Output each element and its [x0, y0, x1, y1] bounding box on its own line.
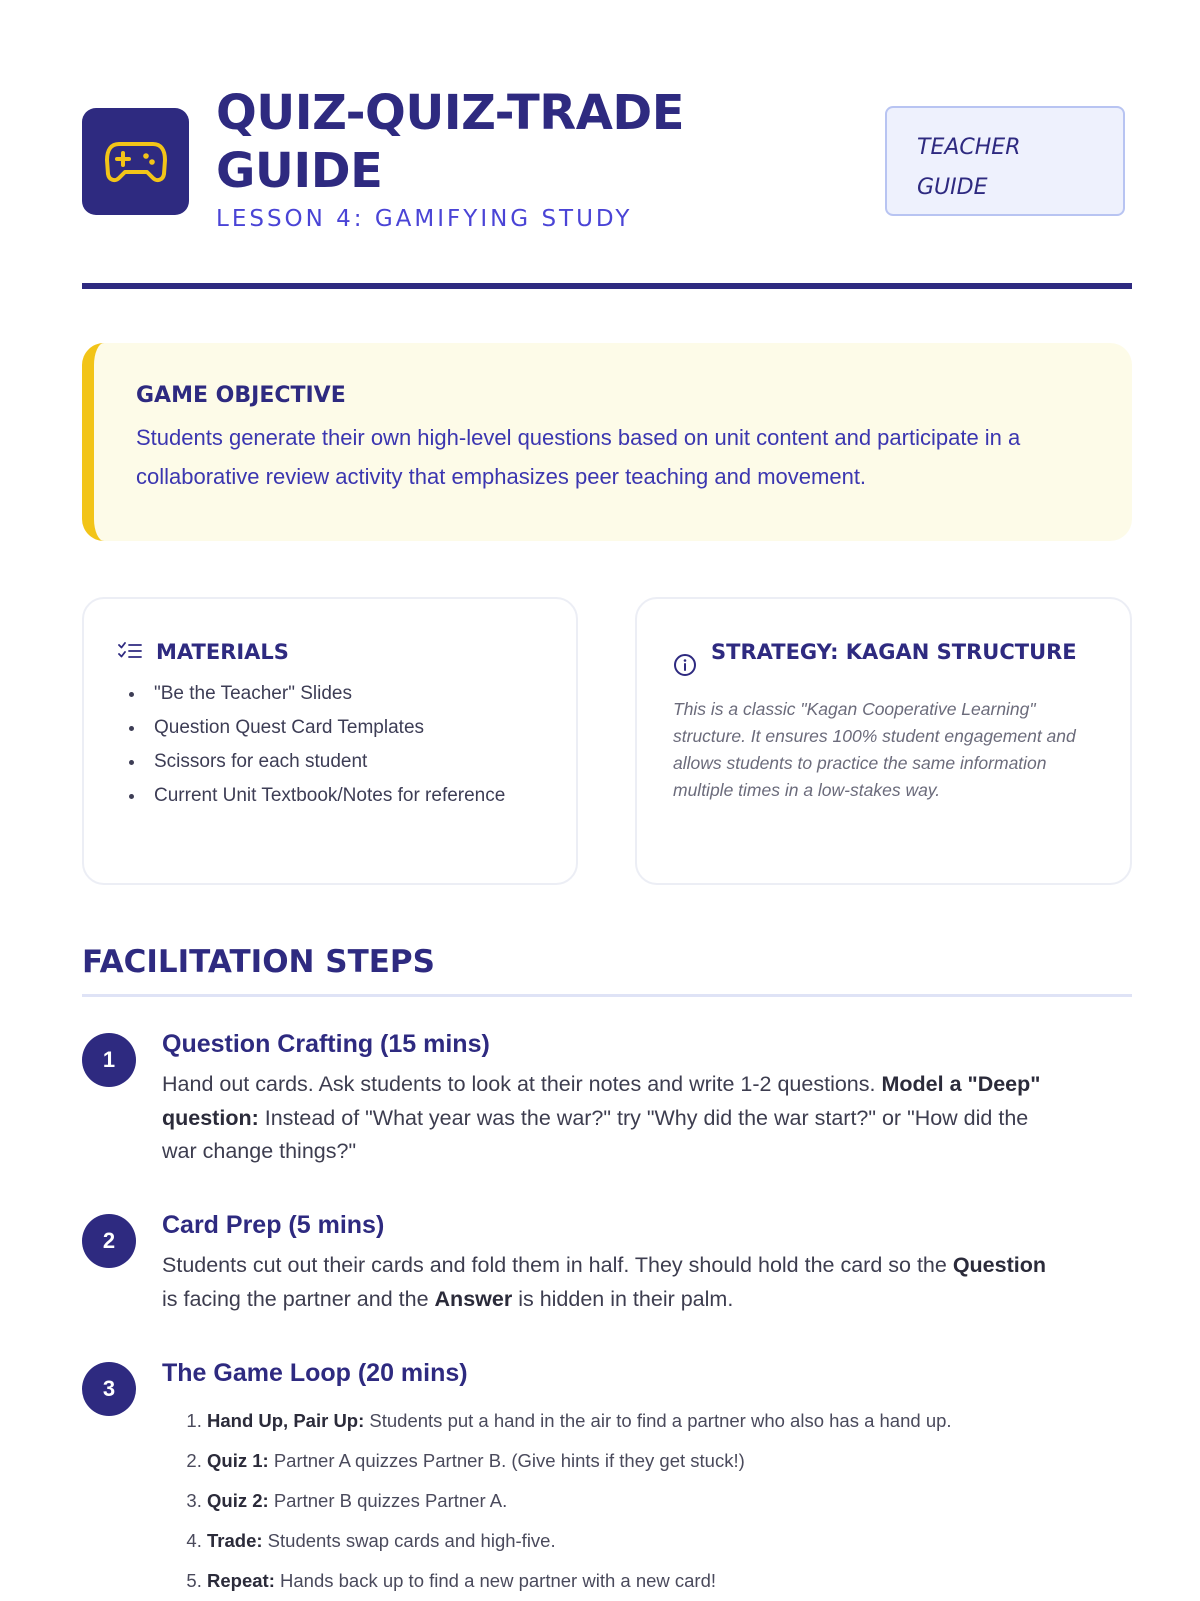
header-divider	[82, 283, 1132, 289]
list-item: • Current Unit Textbook/Notes for reference	[146, 779, 542, 813]
page-title: QUIZ-QUIZ-TRADE GUIDE	[216, 85, 684, 199]
step-title: Card Prep (5 mins)	[162, 1211, 385, 1239]
info-icon	[673, 635, 701, 682]
list-item: 2. Quiz 1: Partner A quizzes Partner B. (Give hints if they get stuck!)	[207, 1441, 952, 1481]
list-item: 5. Repeat: Hands back up to find a new partner with a new card!	[207, 1561, 952, 1601]
materials-heading: MATERIALS	[156, 640, 289, 664]
list-item: • Scissors for each student	[146, 745, 542, 779]
step-number: 3	[82, 1362, 136, 1416]
list-item: 4. Trade: Students swap cards and high-five.	[207, 1521, 952, 1561]
objective-callout	[82, 343, 1132, 541]
objective-text: Students generate their own high-level questions based on unit content and participate in a collaborative review activity that emphasizes peer teaching and movement.	[136, 425, 1021, 489]
list-item: 3. Quiz 2: Partner B quizzes Partner A.	[207, 1481, 952, 1521]
materials-card	[82, 597, 578, 885]
objective-heading: GAME OBJECTIVE	[136, 383, 346, 408]
strategy-text: This is a classic "Kagan Cooperative Learning" structure. It ensures 100% student engagement and allows students to practice the same information multiple times in a low-stakes way.	[673, 699, 1076, 800]
step-number: 2	[82, 1214, 136, 1268]
checklist-icon	[118, 635, 146, 666]
strategy-heading: STRATEGY: KAGAN STRUCTURE	[711, 640, 1077, 664]
gamepad-icon	[105, 140, 167, 184]
materials-list	[118, 677, 542, 813]
strategy-card	[635, 597, 1132, 885]
list-item: 1. Hand Up, Pair Up: Students put a hand in the air to find a partner who also has a hand up.	[207, 1401, 952, 1441]
steps-heading: FACILITATION STEPS	[82, 944, 435, 980]
list-item: • Question Quest Card Templates	[146, 711, 542, 745]
step-title: Question Crafting (15 mins)	[162, 1030, 490, 1058]
header	[82, 84, 1132, 244]
page-subtitle: LESSON 4: GAMIFYING STUDY	[216, 206, 633, 232]
step-text: Hand out cards. Ask students to look at their notes and write 1-2 questions. Model a "Deep" question: Instead of "What year was the war?" try "Why did the war start?" or "How did the war change things?"	[162, 1072, 1041, 1163]
step-text: Students cut out their cards and fold them in half. They should hold the card so the Question is facing the partner and the Answer is hidden in their palm.	[162, 1253, 1046, 1311]
step-number: 1	[82, 1033, 136, 1087]
step-title: The Game Loop (20 mins)	[162, 1359, 468, 1387]
steps-divider	[82, 994, 1132, 997]
teacher-guide-badge: TEACHER GUIDE	[885, 106, 1125, 216]
list-item: • "Be the Teacher" Slides	[146, 677, 542, 711]
game-loop-list	[182, 1401, 952, 1601]
logo	[82, 108, 189, 215]
